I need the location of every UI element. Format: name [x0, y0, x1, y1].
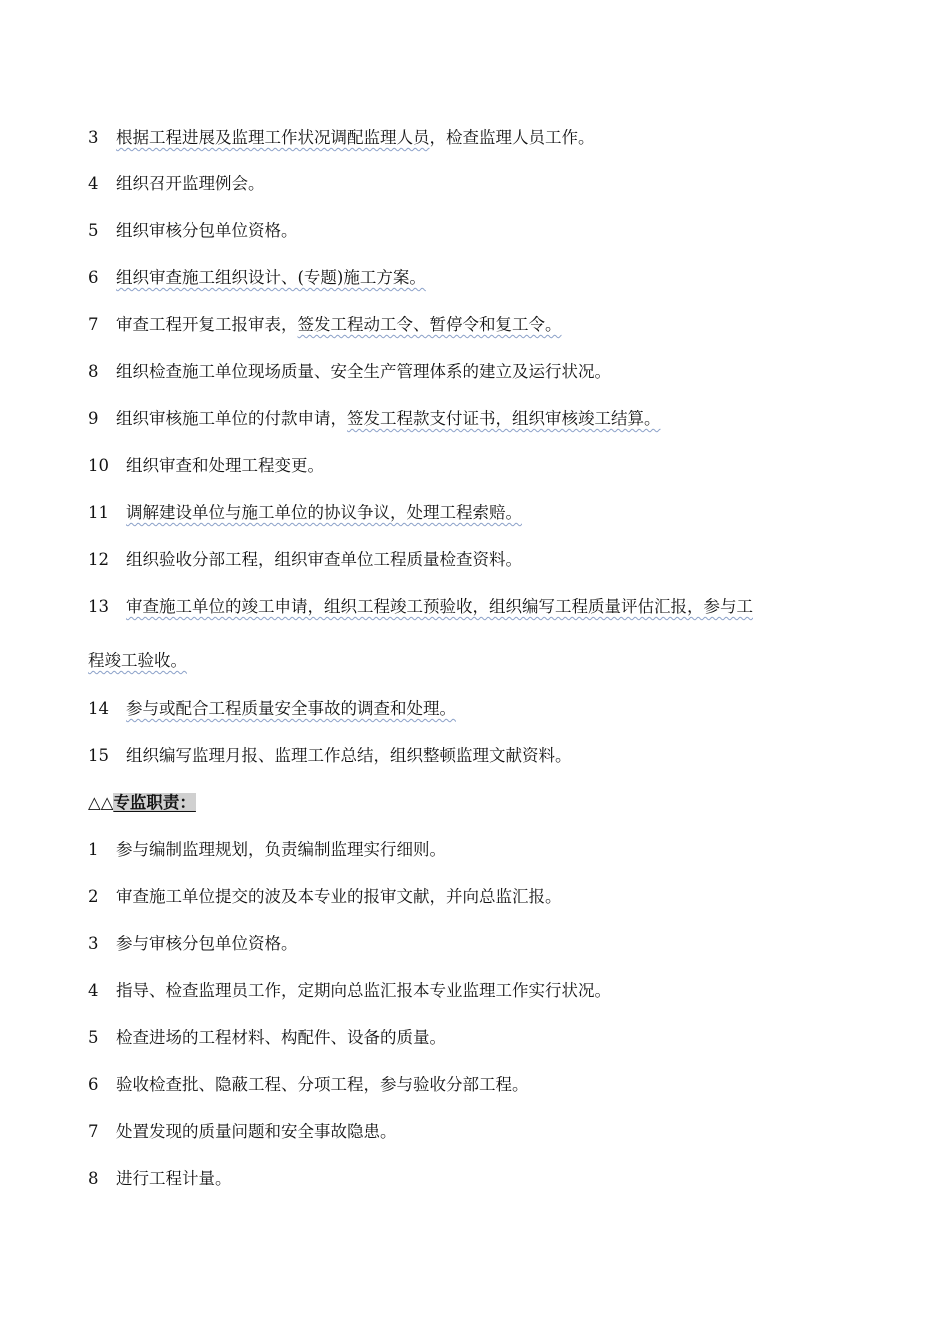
item-number: 5	[88, 1028, 99, 1047]
item-number: 8	[88, 1169, 99, 1188]
triangle-marks: △△	[88, 793, 114, 812]
item-number: 7	[88, 1122, 99, 1141]
item-number: 9	[88, 409, 99, 428]
list-item-continuation: 程竣工验收。	[88, 651, 187, 670]
item-number: 5	[88, 221, 99, 240]
list-item: 2 审查施工单位提交的波及本专业的报审文献，并向总监汇报。	[88, 885, 870, 909]
item-number: 7	[88, 315, 99, 334]
list-item: 9 组织审核施工单位的付款申请，签发工程款支付证书，组织审核竣工结算。	[88, 407, 870, 431]
list-item: 7 审查工程开复工报审表，签发工程动工令、暂停令和复工令。	[88, 313, 870, 337]
list-item: 6 验收检查批、隐蔽工程、分项工程，参与验收分部工程。	[88, 1073, 870, 1097]
list-item: 8 组织检查施工单位现场质量、安全生产管理体系的建立及运行状况。	[88, 360, 870, 384]
list-item: 10 组织审查和处理工程变更。	[88, 454, 870, 478]
item-number: 8	[88, 362, 99, 381]
list-item: 7 处置发现的质量问题和安全事故隐患。	[88, 1120, 870, 1144]
list-item: 15 组织编写监理月报、监理工作总结，组织整顿监理文献资料。	[88, 744, 870, 768]
list-item: 14 参与或配合工程质量安全事故的调查和处理。	[88, 697, 870, 721]
list-item: 5 组织审核分包单位资格。	[88, 219, 870, 243]
item-number: 2	[88, 887, 99, 906]
list-item: 11 调解建设单位与施工单位的协议争议，处理工程索赔。	[88, 501, 870, 525]
list-item: 3 参与审核分包单位资格。	[88, 932, 870, 956]
item-number: 14	[88, 699, 109, 718]
list-item: 1 参与编制监理规划，负责编制监理实行细则。	[88, 838, 870, 862]
item-number: 4	[88, 174, 99, 193]
section-title: 专监职责：	[113, 793, 196, 812]
item-number: 3	[88, 128, 99, 147]
list-item: 4 指导、检查监理员工作，定期向总监汇报本专业监理工作实行状况。	[88, 979, 870, 1003]
list-item: 8 进行工程计量。	[88, 1167, 870, 1191]
list-item: 12 组织验收分部工程，组织审查单位工程质量检查资料。	[88, 548, 870, 572]
item-number: 15	[88, 746, 109, 765]
item-number: 12	[88, 550, 109, 569]
item-number: 6	[88, 268, 99, 287]
list-item: 13 审查施工单位的竣工申请，组织工程竣工预验收，组织编写工程质量评估汇报，参与工	[88, 595, 870, 619]
item-number: 3	[88, 934, 99, 953]
list-item: 4 组织召开监理例会。	[88, 172, 870, 196]
item-number: 13	[88, 597, 109, 616]
item-number: 1	[88, 840, 99, 859]
list-item: 6 组织审查施工组织设计、(专题)施工方案。	[88, 266, 870, 290]
item-number: 11	[88, 503, 109, 522]
item-number: 6	[88, 1075, 99, 1094]
item-number: 10	[88, 456, 109, 475]
section-heading	[88, 791, 870, 815]
list-item: 5 检查进场的工程材料、构配件、设备的质量。	[88, 1026, 870, 1050]
item-number: 4	[88, 981, 99, 1000]
list-item: 3 根据工程进展及监理工作状况调配监理人员，检查监理人员工作。	[88, 126, 870, 150]
